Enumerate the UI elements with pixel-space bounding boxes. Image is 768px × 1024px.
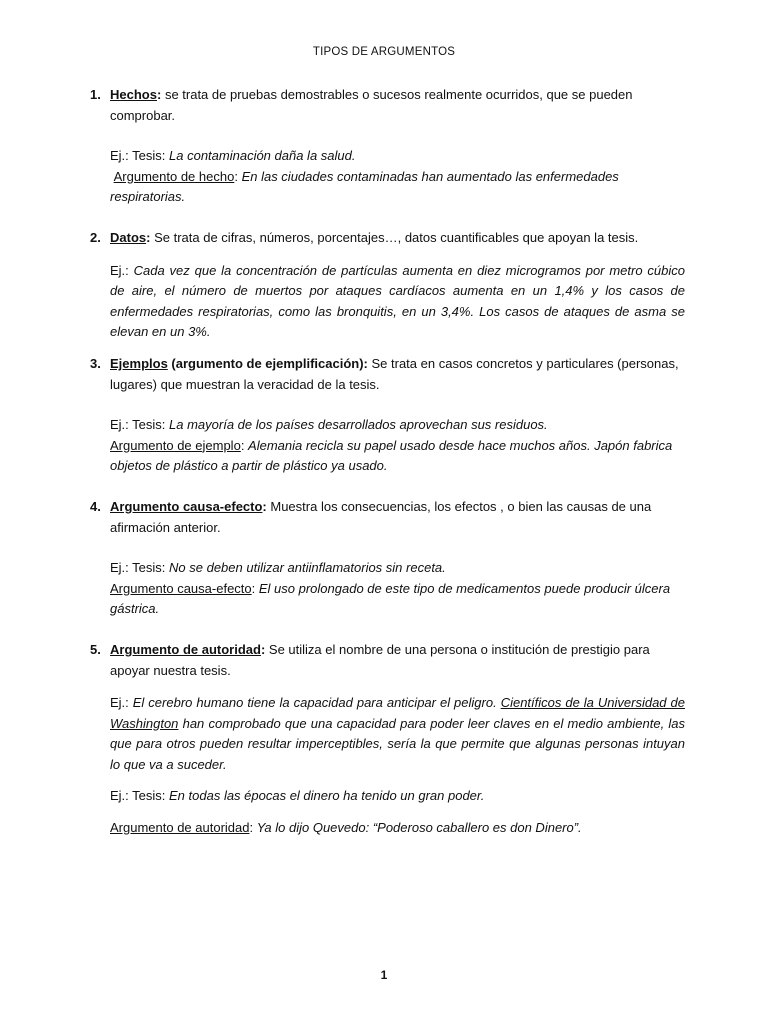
thesis-prefix: Ej.: Tesis: bbox=[110, 560, 170, 575]
item-label: Argumento de autoridad bbox=[110, 642, 261, 657]
item-description: Se trata de cifras, números, porcentajes…, datos cuantificables que apoyan la tesis. bbox=[154, 230, 639, 245]
example-prefix: Ej.: bbox=[110, 262, 134, 278]
argument-label: Argumento de hecho bbox=[113, 168, 235, 184]
argument-item-causa-efecto: 4. Argumento causa-efecto: Muestra los consecuencias, los efectos , o bien las causas de una afirmación anterior. Ej.: Tesis: No se deben utilizar antiinflamatorios sin receta. Argumento causa-efecto: El uso prolongado de este tipo de medicamentos puede producir úlcera gástrica. bbox=[90, 499, 671, 616]
thesis-prefix: Ej.: Tesis: bbox=[110, 788, 170, 803]
item-label: Hechos bbox=[110, 87, 157, 102]
item-number: 2. bbox=[90, 230, 101, 245]
item-label: Argumento causa-efecto bbox=[110, 499, 263, 514]
thesis-prefix: Ej.: Tesis: bbox=[110, 148, 170, 163]
thesis-text: La mayoría de los países desarrollados aprovechan sus residuos. bbox=[169, 417, 548, 432]
argument-label: Argumento de ejemplo bbox=[110, 437, 241, 453]
thesis-text: No se deben utilizar antiinflamatorios sin receta. bbox=[169, 560, 446, 575]
example-text: Cada vez que la concentración de partículas aumenta en diez microgramos por metro cúbico de aire, el número de muertos por ataques cardíacos aumenta en un 1,4% y los casos de enfermedades respiratorias, como las bronquitis, en un 3,4%. Los casos de ataques de asma se elevan en un 3%. bbox=[110, 262, 685, 339]
item-label: Datos bbox=[110, 230, 147, 245]
item-number: 3. bbox=[90, 356, 101, 371]
item-number: 1. bbox=[90, 87, 101, 102]
item-number: 4. bbox=[90, 499, 101, 514]
argument-item-hechos: 1. Hechos: se trata de pruebas demostrables o sucesos realmente ocurridos, que se pueden comprobar. Ej.: Tesis: La contaminación daña la salud. Argumento de hecho: En las ciudades contaminadas han aumentado las enfermedades respiratorias. bbox=[90, 87, 633, 204]
page-number: 1 bbox=[380, 968, 388, 982]
argument-label: Argumento causa-efecto bbox=[110, 580, 252, 596]
thesis-text: La contaminación daña la salud. bbox=[169, 148, 356, 163]
argument-text: Alemania recicla su papel usado desde hace muchos años. Japón fabrica objetos de plástico a partir de plástico ya usado. bbox=[110, 437, 673, 473]
item-label: Ejemplos bbox=[110, 356, 168, 371]
example-text-a: El cerebro humano tiene la capacidad para anticipar el peligro. bbox=[132, 695, 501, 710]
argument-text: Ya lo dijo Quevedo: “Poderoso caballero es don Dinero”. bbox=[256, 819, 582, 835]
example-prefix: Ej.: bbox=[110, 695, 133, 710]
argument-item-autoridad: 5. Argumento de autoridad: Se utiliza el nombre de una persona o institución de prestigio para apoyar nuestra tesis. Ej.: El cerebro humano tiene la capacidad para anticipar el peligro. Científicos de la Universidad de Washington han comprobado que una capacidad para poder leer claves en el medio ambiente, las que para otros pueden resultar imperceptibles, sería la que permite que algunas personas intuyan lo que va a suceder. Ej.: Tesis: En todas las épocas el dinero ha tenido un gran poder. Argumento de autoridad: Ya lo dijo Quevedo: “Poderoso caballero es don Dinero”. bbox=[90, 642, 685, 835]
item-number: 5. bbox=[90, 642, 101, 657]
argument-label: Argumento de autoridad bbox=[110, 819, 250, 835]
item-description: Se utiliza el nombre de una persona o institución de prestigio para apoyar nuestra tesis. bbox=[110, 642, 650, 678]
example-text-b: han comprobado que una capacidad para poder leer claves en el medio ambiente, las que para otros pueden resultar imperceptibles, sería la que permite que algunas personas intuyan lo que va a suceder. bbox=[110, 715, 685, 772]
item-label-extra: (argumento de ejemplificación): bbox=[167, 356, 368, 371]
item-description: Se trata en casos concretos y particulares (personas, lugares) que muestran la veracidad de la tesis. bbox=[110, 356, 679, 392]
argument-text: En las ciudades contaminadas han aumentado las enfermedades respiratorias. bbox=[110, 168, 619, 204]
example-link[interactable]: Científicos de la Universidad de Washington bbox=[110, 695, 685, 731]
argument-item-datos: 2. Datos: Se trata de cifras, números, porcentajes…, datos cuantificables que apoyan la tesis. Ej.: Cada vez que la concentración de partículas aumenta en diez microgramos por metro cúbico de aire, el número de muertos por ataques cardíacos aumenta en un 1,4% y los casos de enfermedades respiratorias, como las bronquitis, en un 3,4%. Los casos de ataques de asma se elevan en un 3%. bbox=[90, 230, 685, 339]
item-description: Muestra los consecuencias, los efectos , o bien las causas de una afirmación anterior. bbox=[110, 499, 652, 535]
argument-item-ejemplos: 3. Ejemplos (argumento de ejemplificación): Se trata en casos concretos y particulares (personas, lugares) que muestran la veracidad de la tesis. Ej.: Tesis: La mayoría de los países desarrollados aprovechan sus residuos. Argumento de ejemplo: Alemania recicla su papel usado desde hace muchos años. Japón fabrica objetos de plástico a partir de plástico ya usado. bbox=[90, 356, 679, 473]
argument-text: El uso prolongado de este tipo de medicamentos puede producir úlcera gástrica. bbox=[110, 580, 671, 616]
document-title: TIPOS DE ARGUMENTOS bbox=[312, 46, 456, 58]
thesis-text: En todas las épocas el dinero ha tenido un gran poder. bbox=[169, 788, 485, 803]
thesis-prefix: Ej.: Tesis: bbox=[110, 417, 170, 432]
item-description: se trata de pruebas demostrables o sucesos realmente ocurridos, que se pueden comprobar. bbox=[110, 87, 633, 123]
